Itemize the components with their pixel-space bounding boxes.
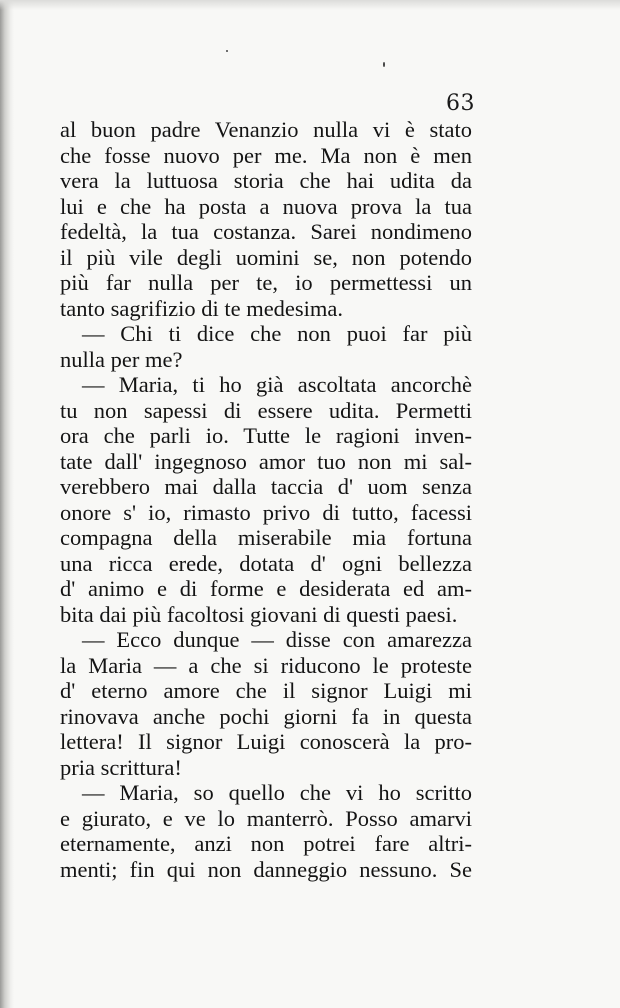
text-line: più far nulla per te, io permettessi un <box>60 270 472 295</box>
text-line: — Ecco dunque — disse con amarezza <box>82 627 472 652</box>
text-line: rinovava anche pochi giorni fa in questa <box>60 703 472 729</box>
text-line: — Maria, ti ho già ascoltata ancorchè <box>82 372 472 397</box>
text-line: d' eterno amore che il signor Luigi mi <box>60 678 472 703</box>
text-line: vera la luttuosa storia che hai udita da <box>60 168 472 193</box>
text-line: la Maria — a che si riducono le proteste <box>60 652 472 678</box>
text-line: menti; fin qui non danneggio nessuno. Se <box>60 856 472 882</box>
text-line: bita dai più facoltosi giovani di questi paesi. <box>60 601 458 627</box>
text-line: una ricca erede, dotata d' ogni bellezza <box>60 550 472 576</box>
text-line: tate dall' ingegnoso amor tuo non mi sal- <box>60 448 472 474</box>
text-line: — Chi ti dice che non puoi far più <box>82 321 472 346</box>
text-line: nulla per me? <box>60 346 183 372</box>
text-line: e giurato, e ve lo manterrò. Posso amarvi <box>60 805 472 831</box>
ink-speck <box>226 50 228 52</box>
text-line: lui e che ha posta a nuova prova la tua <box>60 193 472 219</box>
text-line: verebbero mai dalla taccia d' uom senza <box>60 474 472 499</box>
text-line: fedeltà, la tua costanza. Sarei nondimeno <box>60 219 472 244</box>
text-line: che fosse nuovo per me. Ma non è men <box>60 142 472 168</box>
text-line: il più vile degli uomini se, non potendo <box>60 244 472 270</box>
text-line: tanto sagrifizio di te medesima. <box>60 295 344 321</box>
text-line: pria scrittura! <box>60 754 182 780</box>
text-line: onore s' io, rimasto privo di tutto, facessi <box>60 499 472 525</box>
text-line: compagna della miserabile mia fortuna <box>60 525 472 550</box>
body-text <box>60 117 472 882</box>
text-line: eternamente, anzi non potrei fare altri- <box>60 831 472 856</box>
page-top-edge <box>0 0 620 10</box>
text-line: al buon padre Venanzio nulla vi è stato <box>60 117 472 142</box>
ink-speck <box>383 62 385 67</box>
binding-shadow <box>0 0 14 1008</box>
text-line: lettera! Il signor Luigi conoscerà la pro- <box>60 729 472 754</box>
text-line: ora che parli io. Tutte le ragioni inven- <box>60 423 472 448</box>
text-line: — Maria, so quello che vi ho scritto <box>82 780 472 805</box>
text-line: tu non sapessi di essere udita. Permetti <box>60 397 472 423</box>
page-number: 63 <box>446 91 475 116</box>
text-line: d' animo e di forme e desiderata ed am- <box>60 576 472 601</box>
